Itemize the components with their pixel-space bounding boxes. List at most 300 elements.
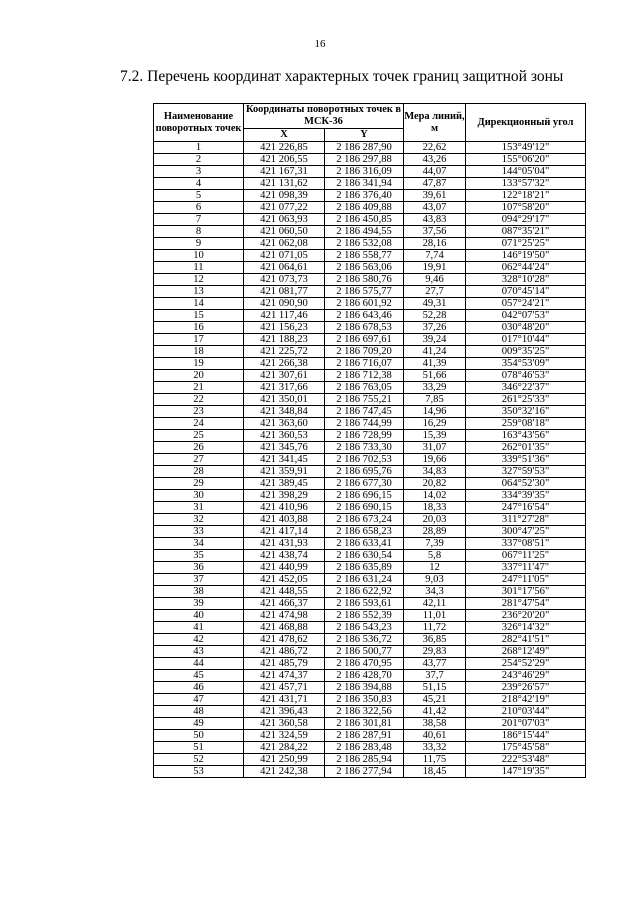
direction-angle-cell: 311°27'28" <box>466 514 586 526</box>
x-coordinate-cell: 421 266,38 <box>244 358 325 370</box>
line-length-cell: 7,74 <box>404 250 466 262</box>
line-length-cell: 29,83 <box>404 646 466 658</box>
x-coordinate-cell: 421 324,59 <box>244 730 325 742</box>
point-number-cell: 12 <box>154 274 244 286</box>
table-row <box>154 166 586 178</box>
table-row <box>154 406 586 418</box>
y-coordinate-cell: 2 186 728,99 <box>325 430 404 442</box>
line-length-cell: 39,24 <box>404 334 466 346</box>
point-number-cell: 3 <box>154 166 244 178</box>
x-coordinate-cell: 421 348,84 <box>244 406 325 418</box>
line-length-cell: 41,24 <box>404 346 466 358</box>
table-row <box>154 730 586 742</box>
point-number-cell: 26 <box>154 442 244 454</box>
point-number-cell: 52 <box>154 754 244 766</box>
direction-angle-cell: 087°35'21" <box>466 226 586 238</box>
direction-angle-cell: 281°47'54" <box>466 598 586 610</box>
header-y: Y <box>325 129 404 142</box>
y-coordinate-cell: 2 186 716,07 <box>325 358 404 370</box>
x-coordinate-cell: 421 431,93 <box>244 538 325 550</box>
table-row <box>154 574 586 586</box>
x-coordinate-cell: 421 403,88 <box>244 514 325 526</box>
point-number-cell: 42 <box>154 634 244 646</box>
line-length-cell: 44,07 <box>404 166 466 178</box>
direction-angle-cell: 155°06'20" <box>466 154 586 166</box>
line-length-cell: 22,62 <box>404 142 466 154</box>
table-row <box>154 766 586 778</box>
line-length-cell: 12 <box>404 562 466 574</box>
direction-angle-cell: 239°26'57" <box>466 682 586 694</box>
x-coordinate-cell: 421 474,98 <box>244 610 325 622</box>
y-coordinate-cell: 2 186 744,99 <box>325 418 404 430</box>
y-coordinate-cell: 2 186 695,76 <box>325 466 404 478</box>
x-coordinate-cell: 421 466,37 <box>244 598 325 610</box>
table-row <box>154 394 586 406</box>
line-length-cell: 11,01 <box>404 610 466 622</box>
y-coordinate-cell: 2 186 428,70 <box>325 670 404 682</box>
direction-angle-cell: 107°58'20" <box>466 202 586 214</box>
table-row <box>154 190 586 202</box>
line-length-cell: 52,28 <box>404 310 466 322</box>
y-coordinate-cell: 2 186 301,81 <box>325 718 404 730</box>
line-length-cell: 33,29 <box>404 382 466 394</box>
x-coordinate-cell: 421 350,01 <box>244 394 325 406</box>
point-number-cell: 23 <box>154 406 244 418</box>
table-row <box>154 514 586 526</box>
table-row <box>154 586 586 598</box>
x-coordinate-cell: 421 242,38 <box>244 766 325 778</box>
x-coordinate-cell: 421 226,85 <box>244 142 325 154</box>
table-row <box>154 382 586 394</box>
direction-angle-cell: 146°19'50" <box>466 250 586 262</box>
line-length-cell: 49,31 <box>404 298 466 310</box>
x-coordinate-cell: 421 098,39 <box>244 190 325 202</box>
direction-angle-cell: 064°52'30" <box>466 478 586 490</box>
direction-angle-cell: 243°46'29" <box>466 670 586 682</box>
x-coordinate-cell: 421 398,29 <box>244 490 325 502</box>
x-coordinate-cell: 421 452,05 <box>244 574 325 586</box>
direction-angle-cell: 350°32'16" <box>466 406 586 418</box>
point-number-cell: 48 <box>154 706 244 718</box>
direction-angle-cell: 067°11'25" <box>466 550 586 562</box>
line-length-cell: 42,11 <box>404 598 466 610</box>
direction-angle-cell: 210°03'44" <box>466 706 586 718</box>
line-length-cell: 14,96 <box>404 406 466 418</box>
point-number-cell: 22 <box>154 394 244 406</box>
line-length-cell: 7,85 <box>404 394 466 406</box>
point-number-cell: 45 <box>154 670 244 682</box>
x-coordinate-cell: 421 417,14 <box>244 526 325 538</box>
x-coordinate-cell: 421 360,58 <box>244 718 325 730</box>
line-length-cell: 18,33 <box>404 502 466 514</box>
y-coordinate-cell: 2 186 376,40 <box>325 190 404 202</box>
x-coordinate-cell: 421 063,93 <box>244 214 325 226</box>
y-coordinate-cell: 2 186 532,08 <box>325 238 404 250</box>
direction-angle-cell: 201°07'03" <box>466 718 586 730</box>
line-length-cell: 37,26 <box>404 322 466 334</box>
y-coordinate-cell: 2 186 558,77 <box>325 250 404 262</box>
point-number-cell: 4 <box>154 178 244 190</box>
line-length-cell: 33,32 <box>404 742 466 754</box>
point-number-cell: 31 <box>154 502 244 514</box>
line-length-cell: 34,3 <box>404 586 466 598</box>
header-x: X <box>244 129 325 142</box>
table-row <box>154 634 586 646</box>
y-coordinate-cell: 2 186 341,94 <box>325 178 404 190</box>
y-coordinate-cell: 2 186 563,06 <box>325 262 404 274</box>
x-coordinate-cell: 421 073,73 <box>244 274 325 286</box>
line-length-cell: 18,45 <box>404 766 466 778</box>
table-row <box>154 598 586 610</box>
x-coordinate-cell: 421 363,60 <box>244 418 325 430</box>
y-coordinate-cell: 2 186 277,94 <box>325 766 404 778</box>
point-number-cell: 8 <box>154 226 244 238</box>
x-coordinate-cell: 421 064,61 <box>244 262 325 274</box>
table-row <box>154 466 586 478</box>
direction-angle-cell: 247°16'54" <box>466 502 586 514</box>
line-length-cell: 51,66 <box>404 370 466 382</box>
table-row <box>154 610 586 622</box>
x-coordinate-cell: 421 250,99 <box>244 754 325 766</box>
coordinates-table <box>153 103 586 778</box>
y-coordinate-cell: 2 186 747,45 <box>325 406 404 418</box>
x-coordinate-cell: 421 474,37 <box>244 670 325 682</box>
y-coordinate-cell: 2 186 322,56 <box>325 706 404 718</box>
x-coordinate-cell: 421 438,74 <box>244 550 325 562</box>
line-length-cell: 7,39 <box>404 538 466 550</box>
header-point: Наименование поворотных точек <box>154 104 244 142</box>
point-number-cell: 35 <box>154 550 244 562</box>
direction-angle-cell: 218°42'19" <box>466 694 586 706</box>
table-row <box>154 286 586 298</box>
direction-angle-cell: 163°43'56" <box>466 430 586 442</box>
y-coordinate-cell: 2 186 285,94 <box>325 754 404 766</box>
table-row <box>154 478 586 490</box>
direction-angle-cell: 133°57'32" <box>466 178 586 190</box>
y-coordinate-cell: 2 186 755,21 <box>325 394 404 406</box>
table-row <box>154 334 586 346</box>
table-row <box>154 250 586 262</box>
line-length-cell: 43,77 <box>404 658 466 670</box>
table-row <box>154 538 586 550</box>
point-number-cell: 15 <box>154 310 244 322</box>
line-length-cell: 16,29 <box>404 418 466 430</box>
x-coordinate-cell: 421 440,99 <box>244 562 325 574</box>
x-coordinate-cell: 421 410,96 <box>244 502 325 514</box>
point-number-cell: 34 <box>154 538 244 550</box>
table-row <box>154 358 586 370</box>
direction-angle-cell: 147°19'35" <box>466 766 586 778</box>
table-row <box>154 238 586 250</box>
direction-angle-cell: 062°44'24" <box>466 262 586 274</box>
y-coordinate-cell: 2 186 633,41 <box>325 538 404 550</box>
line-length-cell: 27,7 <box>404 286 466 298</box>
line-length-cell: 51,15 <box>404 682 466 694</box>
page-number: 16 <box>314 38 326 50</box>
y-coordinate-cell: 2 186 287,90 <box>325 142 404 154</box>
point-number-cell: 21 <box>154 382 244 394</box>
table-row <box>154 346 586 358</box>
point-number-cell: 53 <box>154 766 244 778</box>
line-length-cell: 47,87 <box>404 178 466 190</box>
direction-angle-cell: 254°52'29" <box>466 658 586 670</box>
direction-angle-cell: 042°07'53" <box>466 310 586 322</box>
direction-angle-cell: 070°45'14" <box>466 286 586 298</box>
point-number-cell: 24 <box>154 418 244 430</box>
x-coordinate-cell: 421 478,62 <box>244 634 325 646</box>
y-coordinate-cell: 2 186 580,76 <box>325 274 404 286</box>
line-length-cell: 41,42 <box>404 706 466 718</box>
direction-angle-cell: 337°11'47" <box>466 562 586 574</box>
table-row <box>154 322 586 334</box>
direction-angle-cell: 094°29'17" <box>466 214 586 226</box>
table-row <box>154 310 586 322</box>
table-row <box>154 670 586 682</box>
point-number-cell: 43 <box>154 646 244 658</box>
x-coordinate-cell: 421 317,66 <box>244 382 325 394</box>
direction-angle-cell: 153°49'12" <box>466 142 586 154</box>
point-number-cell: 5 <box>154 190 244 202</box>
direction-angle-cell: 301°17'56" <box>466 586 586 598</box>
y-coordinate-cell: 2 186 709,20 <box>325 346 404 358</box>
y-coordinate-cell: 2 186 678,53 <box>325 322 404 334</box>
point-number-cell: 19 <box>154 358 244 370</box>
point-number-cell: 41 <box>154 622 244 634</box>
point-number-cell: 49 <box>154 718 244 730</box>
point-number-cell: 17 <box>154 334 244 346</box>
y-coordinate-cell: 2 186 350,83 <box>325 694 404 706</box>
line-length-cell: 19,91 <box>404 262 466 274</box>
direction-angle-cell: 268°12'49" <box>466 646 586 658</box>
header-angle: Дирекционный угол <box>466 104 586 142</box>
table-row <box>154 454 586 466</box>
x-coordinate-cell: 421 341,45 <box>244 454 325 466</box>
line-length-cell: 19,66 <box>404 454 466 466</box>
line-length-cell: 38,58 <box>404 718 466 730</box>
x-coordinate-cell: 421 206,55 <box>244 154 325 166</box>
direction-angle-cell: 236°20'20" <box>466 610 586 622</box>
table-row <box>154 742 586 754</box>
table-row <box>154 526 586 538</box>
direction-angle-cell: 339°51'36" <box>466 454 586 466</box>
direction-angle-cell: 282°41'51" <box>466 634 586 646</box>
x-coordinate-cell: 421 486,72 <box>244 646 325 658</box>
table-row <box>154 178 586 190</box>
y-coordinate-cell: 2 186 630,54 <box>325 550 404 562</box>
point-number-cell: 7 <box>154 214 244 226</box>
table-row <box>154 226 586 238</box>
point-number-cell: 28 <box>154 466 244 478</box>
x-coordinate-cell: 421 131,62 <box>244 178 325 190</box>
table-body <box>154 142 586 778</box>
table-row <box>154 706 586 718</box>
point-number-cell: 10 <box>154 250 244 262</box>
table-row <box>154 442 586 454</box>
table-row <box>154 682 586 694</box>
point-number-cell: 6 <box>154 202 244 214</box>
direction-angle-cell: 122°18'21" <box>466 190 586 202</box>
direction-angle-cell: 078°46'53" <box>466 370 586 382</box>
table-row <box>154 214 586 226</box>
y-coordinate-cell: 2 186 552,39 <box>325 610 404 622</box>
x-coordinate-cell: 421 060,50 <box>244 226 325 238</box>
point-number-cell: 40 <box>154 610 244 622</box>
y-coordinate-cell: 2 186 593,61 <box>325 598 404 610</box>
point-number-cell: 9 <box>154 238 244 250</box>
x-coordinate-cell: 421 307,61 <box>244 370 325 382</box>
y-coordinate-cell: 2 186 283,48 <box>325 742 404 754</box>
y-coordinate-cell: 2 186 697,61 <box>325 334 404 346</box>
line-length-cell: 43,07 <box>404 202 466 214</box>
point-number-cell: 1 <box>154 142 244 154</box>
direction-angle-cell: 261°25'33" <box>466 394 586 406</box>
x-coordinate-cell: 421 077,22 <box>244 202 325 214</box>
y-coordinate-cell: 2 186 450,85 <box>325 214 404 226</box>
point-number-cell: 27 <box>154 454 244 466</box>
x-coordinate-cell: 421 345,76 <box>244 442 325 454</box>
point-number-cell: 50 <box>154 730 244 742</box>
y-coordinate-cell: 2 186 702,53 <box>325 454 404 466</box>
direction-angle-cell: 057°24'21" <box>466 298 586 310</box>
y-coordinate-cell: 2 186 643,46 <box>325 310 404 322</box>
table-row <box>154 430 586 442</box>
x-coordinate-cell: 421 360,53 <box>244 430 325 442</box>
y-coordinate-cell: 2 186 470,95 <box>325 658 404 670</box>
page-title: 7.2. Перечень координат характерных точек границ защитной зоны <box>120 68 564 85</box>
direction-angle-cell: 247°11'05" <box>466 574 586 586</box>
table-row <box>154 298 586 310</box>
table-row <box>154 562 586 574</box>
direction-angle-cell: 009°35'25" <box>466 346 586 358</box>
line-length-cell: 20,03 <box>404 514 466 526</box>
point-number-cell: 36 <box>154 562 244 574</box>
y-coordinate-cell: 2 186 316,09 <box>325 166 404 178</box>
y-coordinate-cell: 2 186 494,55 <box>325 226 404 238</box>
y-coordinate-cell: 2 186 575,77 <box>325 286 404 298</box>
x-coordinate-cell: 421 225,72 <box>244 346 325 358</box>
direction-angle-cell: 346°22'37" <box>466 382 586 394</box>
line-length-cell: 40,61 <box>404 730 466 742</box>
x-coordinate-cell: 421 081,77 <box>244 286 325 298</box>
direction-angle-cell: 175°45'58" <box>466 742 586 754</box>
y-coordinate-cell: 2 186 500,77 <box>325 646 404 658</box>
direction-angle-cell: 030°48'20" <box>466 322 586 334</box>
table-row <box>154 622 586 634</box>
x-coordinate-cell: 421 389,45 <box>244 478 325 490</box>
direction-angle-cell: 262°01'35" <box>466 442 586 454</box>
x-coordinate-cell: 421 167,31 <box>244 166 325 178</box>
table-row <box>154 142 586 154</box>
y-coordinate-cell: 2 186 622,92 <box>325 586 404 598</box>
x-coordinate-cell: 421 071,05 <box>244 250 325 262</box>
y-coordinate-cell: 2 186 712,38 <box>325 370 404 382</box>
line-length-cell: 41,39 <box>404 358 466 370</box>
direction-angle-cell: 017°10'44" <box>466 334 586 346</box>
table-row <box>154 370 586 382</box>
point-number-cell: 32 <box>154 514 244 526</box>
line-length-cell: 28,89 <box>404 526 466 538</box>
y-coordinate-cell: 2 186 409,88 <box>325 202 404 214</box>
point-number-cell: 30 <box>154 490 244 502</box>
x-coordinate-cell: 421 284,22 <box>244 742 325 754</box>
direction-angle-cell: 259°08'18" <box>466 418 586 430</box>
point-number-cell: 25 <box>154 430 244 442</box>
table-row <box>154 262 586 274</box>
direction-angle-cell: 327°59'53" <box>466 466 586 478</box>
y-coordinate-cell: 2 186 696,15 <box>325 490 404 502</box>
line-length-cell: 15,39 <box>404 430 466 442</box>
point-number-cell: 16 <box>154 322 244 334</box>
line-length-cell: 37,7 <box>404 670 466 682</box>
y-coordinate-cell: 2 186 635,89 <box>325 562 404 574</box>
line-length-cell: 45,21 <box>404 694 466 706</box>
x-coordinate-cell: 421 396,43 <box>244 706 325 718</box>
x-coordinate-cell: 421 156,23 <box>244 322 325 334</box>
y-coordinate-cell: 2 186 601,92 <box>325 298 404 310</box>
x-coordinate-cell: 421 117,46 <box>244 310 325 322</box>
header-coords: Координаты поворотных точек в МСК-36 <box>244 104 404 129</box>
table-row <box>154 754 586 766</box>
line-length-cell: 14,02 <box>404 490 466 502</box>
direction-angle-cell: 328°10'28" <box>466 274 586 286</box>
point-number-cell: 13 <box>154 286 244 298</box>
point-number-cell: 33 <box>154 526 244 538</box>
direction-angle-cell: 354°53'09" <box>466 358 586 370</box>
table-row <box>154 154 586 166</box>
y-coordinate-cell: 2 186 543,23 <box>325 622 404 634</box>
direction-angle-cell: 144°05'04" <box>466 166 586 178</box>
direction-angle-cell: 300°47'25" <box>466 526 586 538</box>
point-number-cell: 18 <box>154 346 244 358</box>
x-coordinate-cell: 421 457,71 <box>244 682 325 694</box>
table-row <box>154 718 586 730</box>
table-row <box>154 658 586 670</box>
point-number-cell: 38 <box>154 586 244 598</box>
y-coordinate-cell: 2 186 763,05 <box>325 382 404 394</box>
point-number-cell: 20 <box>154 370 244 382</box>
x-coordinate-cell: 421 188,23 <box>244 334 325 346</box>
line-length-cell: 5,8 <box>404 550 466 562</box>
line-length-cell: 36,85 <box>404 634 466 646</box>
x-coordinate-cell: 421 090,90 <box>244 298 325 310</box>
point-number-cell: 51 <box>154 742 244 754</box>
y-coordinate-cell: 2 186 287,91 <box>325 730 404 742</box>
x-coordinate-cell: 421 431,71 <box>244 694 325 706</box>
y-coordinate-cell: 2 186 631,24 <box>325 574 404 586</box>
line-length-cell: 39,61 <box>404 190 466 202</box>
point-number-cell: 11 <box>154 262 244 274</box>
y-coordinate-cell: 2 186 297,88 <box>325 154 404 166</box>
point-number-cell: 37 <box>154 574 244 586</box>
point-number-cell: 44 <box>154 658 244 670</box>
y-coordinate-cell: 2 186 673,24 <box>325 514 404 526</box>
line-length-cell: 28,16 <box>404 238 466 250</box>
table-row <box>154 646 586 658</box>
direction-angle-cell: 337°08'51" <box>466 538 586 550</box>
line-length-cell: 20,82 <box>404 478 466 490</box>
line-length-cell: 11,72 <box>404 622 466 634</box>
direction-angle-cell: 326°14'32" <box>466 622 586 634</box>
header-length: Мера линий, м <box>404 104 466 142</box>
x-coordinate-cell: 421 359,91 <box>244 466 325 478</box>
x-coordinate-cell: 421 485,79 <box>244 658 325 670</box>
line-length-cell: 37,56 <box>404 226 466 238</box>
table-row <box>154 694 586 706</box>
y-coordinate-cell: 2 186 690,15 <box>325 502 404 514</box>
x-coordinate-cell: 421 468,88 <box>244 622 325 634</box>
line-length-cell: 34,83 <box>404 466 466 478</box>
table-row <box>154 502 586 514</box>
